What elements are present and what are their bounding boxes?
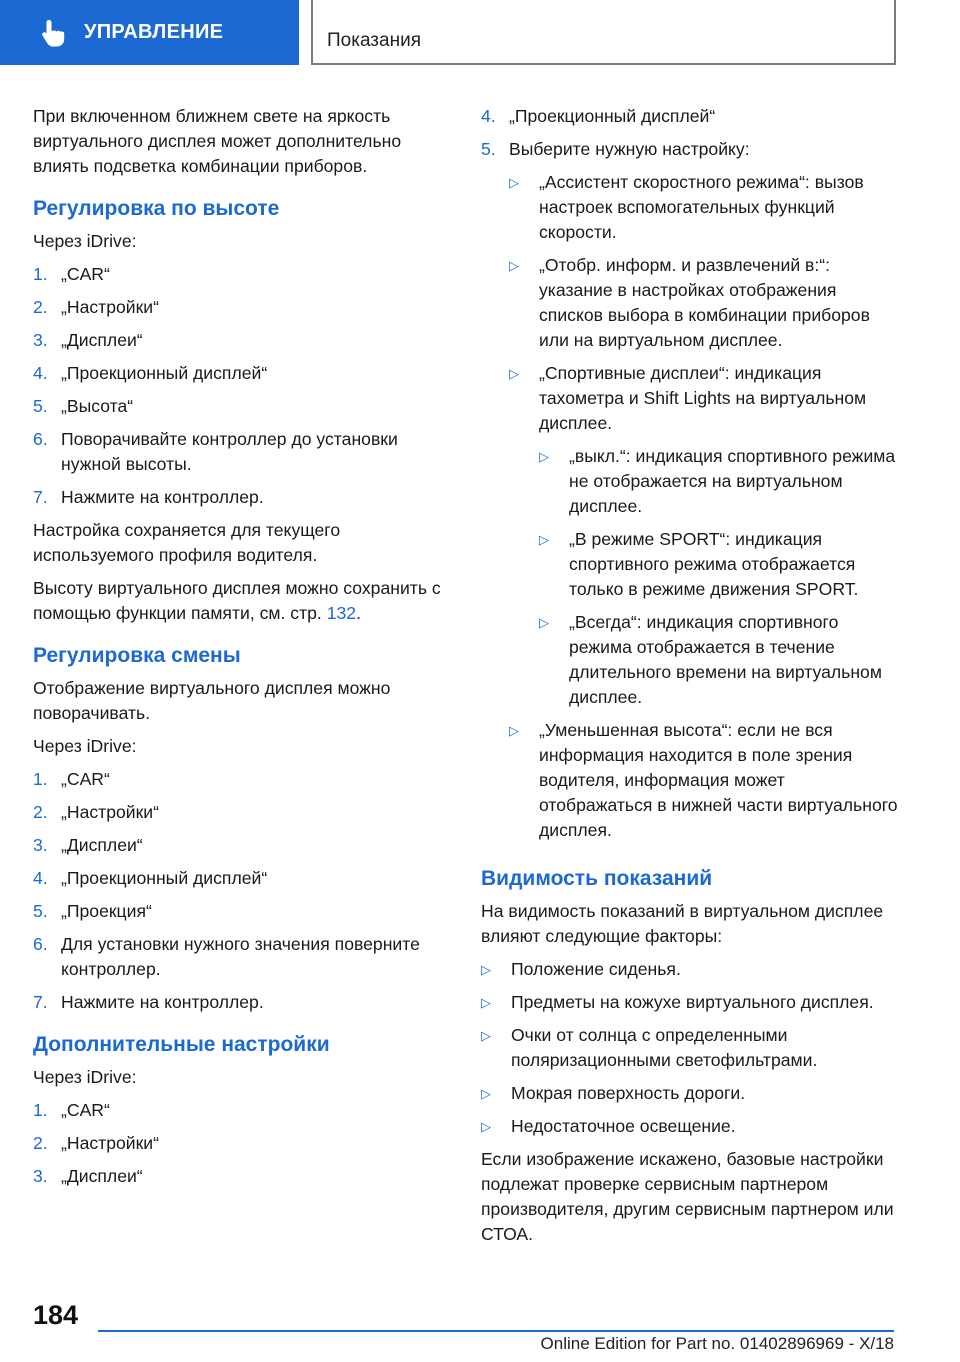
step-text: „Настройки“ — [61, 297, 159, 317]
triangle-bullet-icon: ▷ — [509, 723, 519, 738]
triangle-bullet-icon: ▷ — [539, 615, 549, 630]
option-text: „Спортивные дисплеи“: индикация тахометра и Shift Lights на виртуальном дисплее. — [539, 363, 867, 433]
step-text: „Настройки“ — [61, 1133, 159, 1153]
triangle-bullet-icon: ▷ — [481, 962, 491, 977]
pointing-hand-icon — [38, 18, 68, 48]
step-number: 2. — [33, 802, 48, 822]
step-number: 3. — [33, 1166, 48, 1186]
step-number: 4. — [33, 363, 48, 383]
list-item — [481, 1081, 901, 1106]
heading-additional-settings: Дополнительные настройки — [33, 1033, 330, 1056]
via-idrive-label: Через iDrive: — [33, 1067, 137, 1087]
list-item — [33, 295, 443, 320]
step-number: 4. — [33, 868, 48, 888]
edition-note: Online Edition for Part no. 01402896969 - X/18 — [540, 1334, 894, 1353]
step-text: „Высота“ — [61, 396, 134, 416]
step-number: 4. — [481, 106, 496, 126]
list-item — [33, 394, 443, 419]
rotation-description: Отображение виртуального дисплея можно поворачивать. — [33, 678, 391, 723]
sport-option-text: „выкл.“: индикация спортивного режима не отображается на виртуальном дисплее. — [569, 446, 896, 516]
triangle-bullet-icon: ▷ — [509, 366, 519, 381]
list-item — [481, 990, 901, 1015]
list-item — [481, 1114, 901, 1139]
list-item — [539, 527, 901, 602]
step-text: „CAR“ — [61, 264, 110, 284]
triangle-bullet-icon: ▷ — [509, 258, 519, 273]
via-idrive-label: Через iDrive: — [33, 736, 137, 756]
list-item — [33, 833, 443, 858]
section-tab[interactable] — [0, 0, 299, 65]
page-number: 184 — [33, 1300, 79, 1330]
factor-text: Положение сиденья. — [511, 959, 681, 979]
step-text: „Дисплеи“ — [61, 1166, 143, 1186]
settings-options-list — [509, 170, 901, 436]
list-item — [509, 170, 901, 245]
page-reference-link[interactable]: 132 — [326, 603, 357, 623]
memory-note — [33, 576, 443, 626]
factor-text: Мокрая поверхность дороги. — [511, 1083, 746, 1103]
sport-options-wrapper — [509, 444, 901, 843]
list-item — [509, 253, 901, 353]
step-number: 6. — [33, 429, 48, 449]
list-item — [481, 137, 901, 162]
subsection-title: Показания — [327, 30, 421, 51]
list-item — [481, 957, 901, 982]
list-item — [509, 361, 901, 436]
via-idrive-label: Через iDrive: — [33, 231, 137, 251]
factor-text: Очки от солнца с определенными поляризационными светофильтрами. — [511, 1025, 818, 1070]
list-item — [33, 767, 443, 792]
memory-note-end: . — [356, 603, 361, 623]
triangle-bullet-icon: ▷ — [539, 449, 549, 464]
step-number: 7. — [33, 992, 48, 1012]
list-item — [33, 866, 443, 891]
step-number: 1. — [33, 1100, 48, 1120]
factor-text: Недостаточное освещение. — [511, 1116, 736, 1136]
sport-option-text: „В режиме SPORT“: индикация спортивного режима отображается только в режиме движения SPORT. — [569, 529, 859, 599]
list-item — [33, 800, 443, 825]
step-text: „Проекция“ — [61, 901, 152, 921]
option-text: „Ассистент скоростного режима“: вызов настроек вспомогательных функций скорости. — [539, 172, 864, 242]
list-item — [33, 899, 443, 924]
triangle-bullet-icon: ▷ — [539, 532, 549, 547]
intro-paragraph: При включенном ближнем свете на яркость виртуального дисплея может дополнительно влиять подсветка комбинации приборов. — [33, 106, 402, 176]
step-text: „CAR“ — [61, 1100, 110, 1120]
list-item — [33, 1164, 443, 1189]
step-text: „Проекционный дисплей“ — [509, 106, 716, 126]
list-item — [33, 328, 443, 353]
visibility-factors-list — [481, 957, 901, 1139]
step-number: 1. — [33, 769, 48, 789]
left-column — [33, 104, 443, 1197]
list-item — [33, 427, 443, 477]
heading-height-adjustment: Регулировка по высоте — [33, 197, 280, 220]
step-number: 2. — [33, 297, 48, 317]
factor-text: Предметы на кожухе виртуального дисплея. — [511, 992, 874, 1012]
right-column — [481, 104, 901, 1255]
step-text: „Дисплеи“ — [61, 330, 143, 350]
triangle-bullet-icon: ▷ — [509, 175, 519, 190]
sport-option-text: „Всегда“: индикация спортивного режима отображается в течение длительного времени на виртуальном дисплее. — [569, 612, 882, 707]
visibility-description: На видимость показаний в виртуальном дисплее влияют следующие факторы: — [481, 901, 884, 946]
list-item — [33, 1098, 443, 1123]
step-text: „Дисплеи“ — [61, 835, 143, 855]
list-item — [33, 1131, 443, 1156]
step-number: 7. — [33, 487, 48, 507]
rotation-steps-list — [33, 767, 443, 1015]
step-number: 5. — [481, 139, 496, 159]
triangle-bullet-icon: ▷ — [481, 1086, 491, 1101]
step-text: „Проекционный дисплей“ — [61, 363, 268, 383]
list-item — [539, 444, 901, 519]
height-steps-list — [33, 262, 443, 510]
list-item — [33, 361, 443, 386]
footer-divider — [98, 1330, 894, 1332]
list-item — [33, 485, 443, 510]
step-text: Поворачивайте контроллер до установки нужной высоты. — [61, 429, 398, 474]
heading-visibility: Видимость показаний — [481, 867, 713, 890]
service-note: Если изображение искажено, базовые настройки подлежат проверке сервисным партнером производителя, другим сервисным партнером или СТОА. — [481, 1149, 894, 1244]
list-item — [481, 1023, 901, 1073]
section-title: УПРАВЛЕНИЕ — [84, 21, 224, 43]
profile-note: Настройка сохраняется для текущего используемого профиля водителя. — [33, 520, 341, 565]
memory-note-text: Высоту виртуального дисплея можно сохранить с помощью функции памяти, см. стр. — [33, 578, 441, 623]
list-item — [33, 932, 443, 982]
step-text: „Настройки“ — [61, 802, 159, 822]
heading-rotation-adjustment: Регулировка смены — [33, 644, 241, 667]
step-number: 5. — [33, 396, 48, 416]
subsection-box — [311, 0, 896, 65]
triangle-bullet-icon: ▷ — [481, 1028, 491, 1043]
step-number: 5. — [33, 901, 48, 921]
list-item — [539, 610, 901, 710]
sport-options-list — [539, 444, 901, 710]
continued-steps-list — [481, 104, 901, 162]
step-text: Нажмите на контроллер. — [61, 487, 264, 507]
list-item — [509, 718, 901, 843]
list-item — [33, 990, 443, 1015]
option-text: „Отобр. информ. и развлечений в:“: указание в настройках отображения списков выбора в комбинации приборов или на виртуальном дисплее. — [539, 255, 870, 350]
step-text: „CAR“ — [61, 769, 110, 789]
triangle-bullet-icon: ▷ — [481, 1119, 491, 1134]
step-text: Для установки нужного значения поверните контроллер. — [61, 934, 420, 979]
extra-steps-list — [33, 1098, 443, 1189]
option-text: „Уменьшенная высота“: если не вся информация находится в поле зрения водителя, информация может отображаться в нижней части виртуального дисплея. — [539, 720, 898, 840]
list-item — [33, 262, 443, 287]
triangle-bullet-icon: ▷ — [481, 995, 491, 1010]
step-number: 3. — [33, 835, 48, 855]
step-text: Выберите нужную настройку: — [509, 139, 750, 159]
step-text: Нажмите на контроллер. — [61, 992, 264, 1012]
step-number: 3. — [33, 330, 48, 350]
step-number: 1. — [33, 264, 48, 284]
sport-options-container — [509, 444, 901, 710]
list-item — [481, 104, 901, 129]
step-number: 6. — [33, 934, 48, 954]
step-number: 2. — [33, 1133, 48, 1153]
step-text: „Проекционный дисплей“ — [61, 868, 268, 888]
